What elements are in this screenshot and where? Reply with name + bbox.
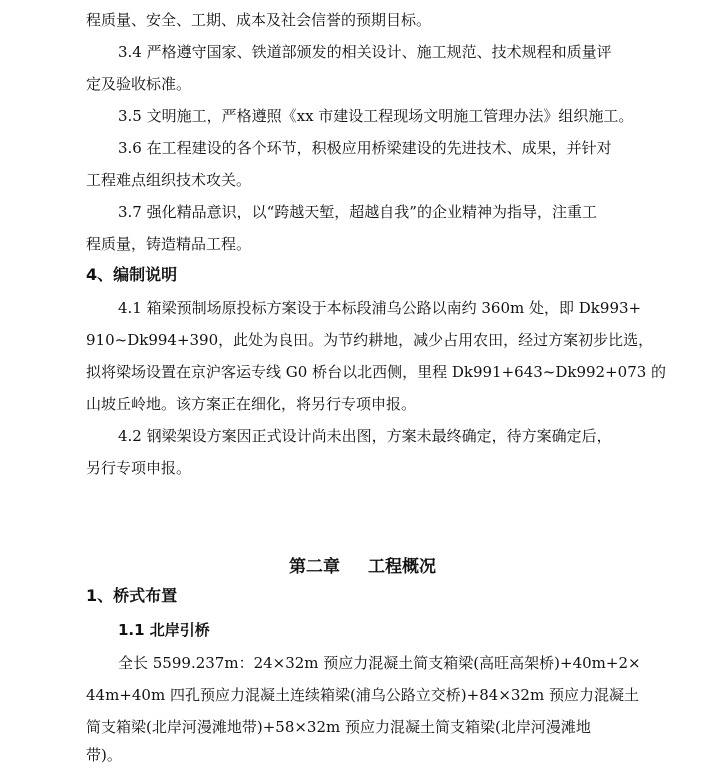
- paragraph-4-1-line: 4.1 箱梁预制场原投标方案设于本标段浦乌公路以南约 360m 处，即 Dk993+: [118, 299, 642, 317]
- paragraph-3-4-line: 3.4 严格遵守国家、铁道部颁发的相关设计、施工规范、技术规程和质量评: [118, 43, 612, 61]
- paragraph-4-2-line: 另行专项申报。: [86, 459, 192, 477]
- chapter-title: [0, 552, 725, 577]
- paragraph-3-5-line: 3.5 文明施工，严格遵照《xx 市建设工程现场文明施工管理办法》组织施工。: [118, 107, 634, 125]
- paragraph-1-1-line: 44m+40m 四孔预应力混凝土连续箱梁(浦乌公路立交桥)+84×32m 预应力混凝土: [86, 686, 639, 704]
- paragraph-3-7-line: 程质量，铸造精品工程。: [86, 235, 252, 253]
- paragraph-3-6-line: 3.6 在工程建设的各个环节，积极应用桥梁建设的先进技术、成果，并针对: [118, 139, 612, 157]
- paragraph-4-1-line: 拟将梁场设置在京沪客运专线 G0 桥台以北西侧，里程 Dk991+643~Dk992+073 的: [86, 363, 667, 381]
- paragraph-1-1-line: 带)。: [86, 746, 122, 764]
- paragraph-3-4-line: 定及验收标准。: [86, 75, 192, 93]
- paragraph-1-1-line: 简支箱梁(北岸河漫滩地带)+58×32m 预应力混凝土简支箱梁(北岸河漫滩地: [86, 718, 591, 736]
- paragraph-3-7-line: 3.7 强化精品意识，以“跨越天堑，超越自我”的企业精神为指导，注重工: [118, 203, 597, 221]
- paragraph-4-1-line: 山坡丘岭地。该方案正在细化，将另行专项申报。: [86, 395, 417, 413]
- subsection-1-1-heading: 1.1 北岸引桥: [118, 621, 210, 639]
- section-4-heading: 4、编制说明: [86, 265, 178, 284]
- paragraph-1-1-line: 全长 5599.237m：24×32m 预应力混凝土简支箱梁(高旺高架桥)+40m+2×: [118, 654, 641, 672]
- chapter-number: 第二章: [289, 557, 340, 577]
- paragraph-line: 程质量、安全、工期、成本及社会信誉的预期目标。: [86, 11, 432, 29]
- paragraph-4-2-line: 4.2 钢梁架设方案因正式设计尚未出图，方案未最终确定，待方案确定后，: [118, 427, 612, 445]
- chapter-name: 工程概况: [368, 557, 436, 577]
- paragraph-4-1-line: 910~Dk994+390，此处为良田。为节约耕地，减少占用农田，经过方案初步比选，: [86, 331, 654, 349]
- section-1-heading: 1、桥式布置: [86, 586, 178, 605]
- paragraph-3-6-line: 工程难点组织技术攻关。: [86, 171, 252, 189]
